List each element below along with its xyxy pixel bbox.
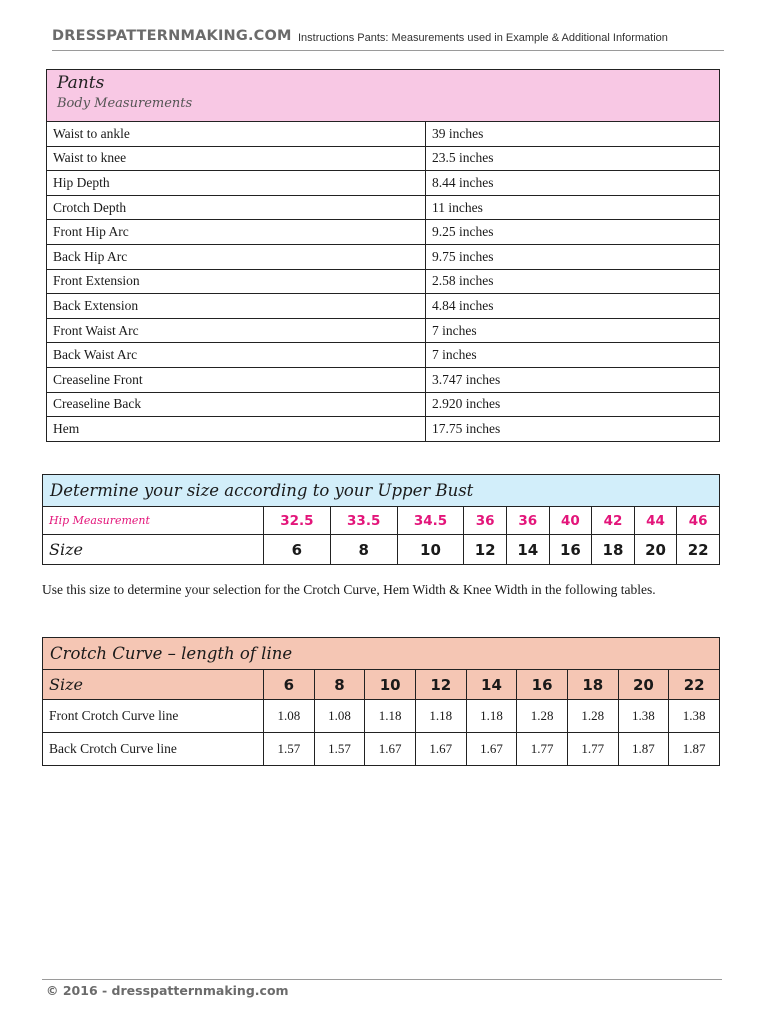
size-value: 8 — [314, 670, 365, 700]
table-row — [47, 122, 720, 147]
measurement-value: 4.84 inches — [426, 294, 720, 319]
page-footer: © 2016 - dresspatternmaking.com — [46, 983, 289, 998]
crotch-size-row — [43, 670, 720, 700]
hip-value: 32.5 — [264, 507, 331, 535]
hip-value: 36 — [506, 507, 549, 535]
size-value: 16 — [517, 670, 568, 700]
measurement-value: 23.5 inches — [426, 146, 720, 171]
size-value: 10 — [397, 535, 464, 565]
hip-value: 34.5 — [397, 507, 464, 535]
size-label: Size — [43, 670, 264, 700]
measurement-label: Back Extension — [47, 294, 426, 319]
curve-value: 1.67 — [466, 733, 517, 766]
curve-value: 1.08 — [314, 700, 365, 733]
curve-value: 1.28 — [567, 700, 618, 733]
size-value: 18 — [592, 535, 635, 565]
pants-title: Pants — [57, 73, 105, 93]
body-measurements-table — [46, 69, 720, 442]
curve-value: 1.18 — [365, 700, 416, 733]
measurement-label: Waist to knee — [47, 146, 426, 171]
measurement-value: 2.58 inches — [426, 269, 720, 294]
curve-value: 1.77 — [567, 733, 618, 766]
table-row — [47, 171, 720, 196]
curve-value: 1.87 — [669, 733, 720, 766]
measurement-label: Crotch Depth — [47, 195, 426, 220]
table-row — [47, 195, 720, 220]
curve-value: 1.77 — [517, 733, 568, 766]
size-value: 8 — [330, 535, 397, 565]
measurement-label: Hem — [47, 417, 426, 442]
measurement-value: 8.44 inches — [426, 171, 720, 196]
measurement-label: Hip Depth — [47, 171, 426, 196]
size-value: 20 — [634, 535, 677, 565]
measurement-value: 7 inches — [426, 318, 720, 343]
measurement-label: Creaseline Back — [47, 392, 426, 417]
measurement-value: 9.75 inches — [426, 244, 720, 269]
size-table-title: Determine your size according to your Upper Bust — [43, 475, 720, 507]
pants-subtitle: Body Measurements — [57, 96, 193, 111]
hip-measurement-label: Hip Measurement — [43, 507, 264, 535]
size-value: 12 — [464, 535, 507, 565]
hip-value: 40 — [549, 507, 592, 535]
measurement-value: 9.25 inches — [426, 220, 720, 245]
curve-value: 1.18 — [466, 700, 517, 733]
size-value: 12 — [415, 670, 466, 700]
table-row — [47, 244, 720, 269]
table-row — [47, 146, 720, 171]
curve-value: 1.67 — [365, 733, 416, 766]
curve-value: 1.18 — [415, 700, 466, 733]
hip-value: 44 — [634, 507, 677, 535]
curve-value: 1.57 — [264, 733, 315, 766]
curve-value: 1.08 — [264, 700, 315, 733]
measurement-value: 7 inches — [426, 343, 720, 368]
footer-divider — [42, 979, 722, 980]
table-row — [47, 318, 720, 343]
measurement-value: 11 inches — [426, 195, 720, 220]
curve-value: 1.67 — [415, 733, 466, 766]
curve-value: 1.28 — [517, 700, 568, 733]
table-row — [47, 220, 720, 245]
size-value: 16 — [549, 535, 592, 565]
size-value: 22 — [669, 670, 720, 700]
measurement-value: 39 inches — [426, 122, 720, 147]
measurement-label: Front Extension — [47, 269, 426, 294]
table-row — [47, 367, 720, 392]
measurement-value: 17.75 inches — [426, 417, 720, 442]
measurement-value: 3.747 inches — [426, 367, 720, 392]
hip-value: 42 — [592, 507, 635, 535]
size-value: 6 — [264, 535, 331, 565]
curve-label: Back Crotch Curve line — [43, 733, 264, 766]
size-value: 14 — [466, 670, 517, 700]
size-table-header — [43, 475, 720, 507]
measurement-label: Back Waist Arc — [47, 343, 426, 368]
hip-measurement-row — [43, 507, 720, 535]
size-table — [42, 474, 720, 565]
size-value: 6 — [264, 670, 315, 700]
hip-value: 46 — [677, 507, 720, 535]
measurement-label: Front Waist Arc — [47, 318, 426, 343]
size-label: Size — [43, 535, 264, 565]
crotch-curve-table — [42, 637, 720, 766]
table-row — [47, 343, 720, 368]
size-value: 18 — [567, 670, 618, 700]
crotch-table-header — [43, 638, 720, 670]
curve-label: Front Crotch Curve line — [43, 700, 264, 733]
table-row — [43, 733, 720, 766]
size-note: Use this size to determine your selection for the Crotch Curve, Hem Width & Knee Width in the following tables. — [42, 582, 656, 597]
crotch-table-title: Crotch Curve – length of line — [43, 638, 720, 670]
size-value: 10 — [365, 670, 416, 700]
measurement-label: Back Hip Arc — [47, 244, 426, 269]
hip-value: 33.5 — [330, 507, 397, 535]
pants-table-header — [47, 70, 720, 122]
page-header — [52, 28, 724, 51]
size-value: 20 — [618, 670, 669, 700]
size-row — [43, 535, 720, 565]
measurement-label: Creaseline Front — [47, 367, 426, 392]
brand-name: DRESSPATTERNMAKING.COM — [52, 28, 292, 44]
measurement-label: Front Hip Arc — [47, 220, 426, 245]
hip-value: 36 — [464, 507, 507, 535]
curve-value: 1.38 — [669, 700, 720, 733]
curve-value: 1.57 — [314, 733, 365, 766]
measurement-label: Waist to ankle — [47, 122, 426, 147]
table-row — [43, 700, 720, 733]
size-value: 22 — [677, 535, 720, 565]
curve-value: 1.87 — [618, 733, 669, 766]
table-row — [47, 269, 720, 294]
table-row — [47, 417, 720, 442]
curve-value: 1.38 — [618, 700, 669, 733]
measurement-value: 2.920 inches — [426, 392, 720, 417]
table-row — [47, 392, 720, 417]
size-value: 14 — [506, 535, 549, 565]
document-title: Instructions Pants: Measurements used in Example & Additional Information — [298, 32, 668, 44]
table-row — [47, 294, 720, 319]
